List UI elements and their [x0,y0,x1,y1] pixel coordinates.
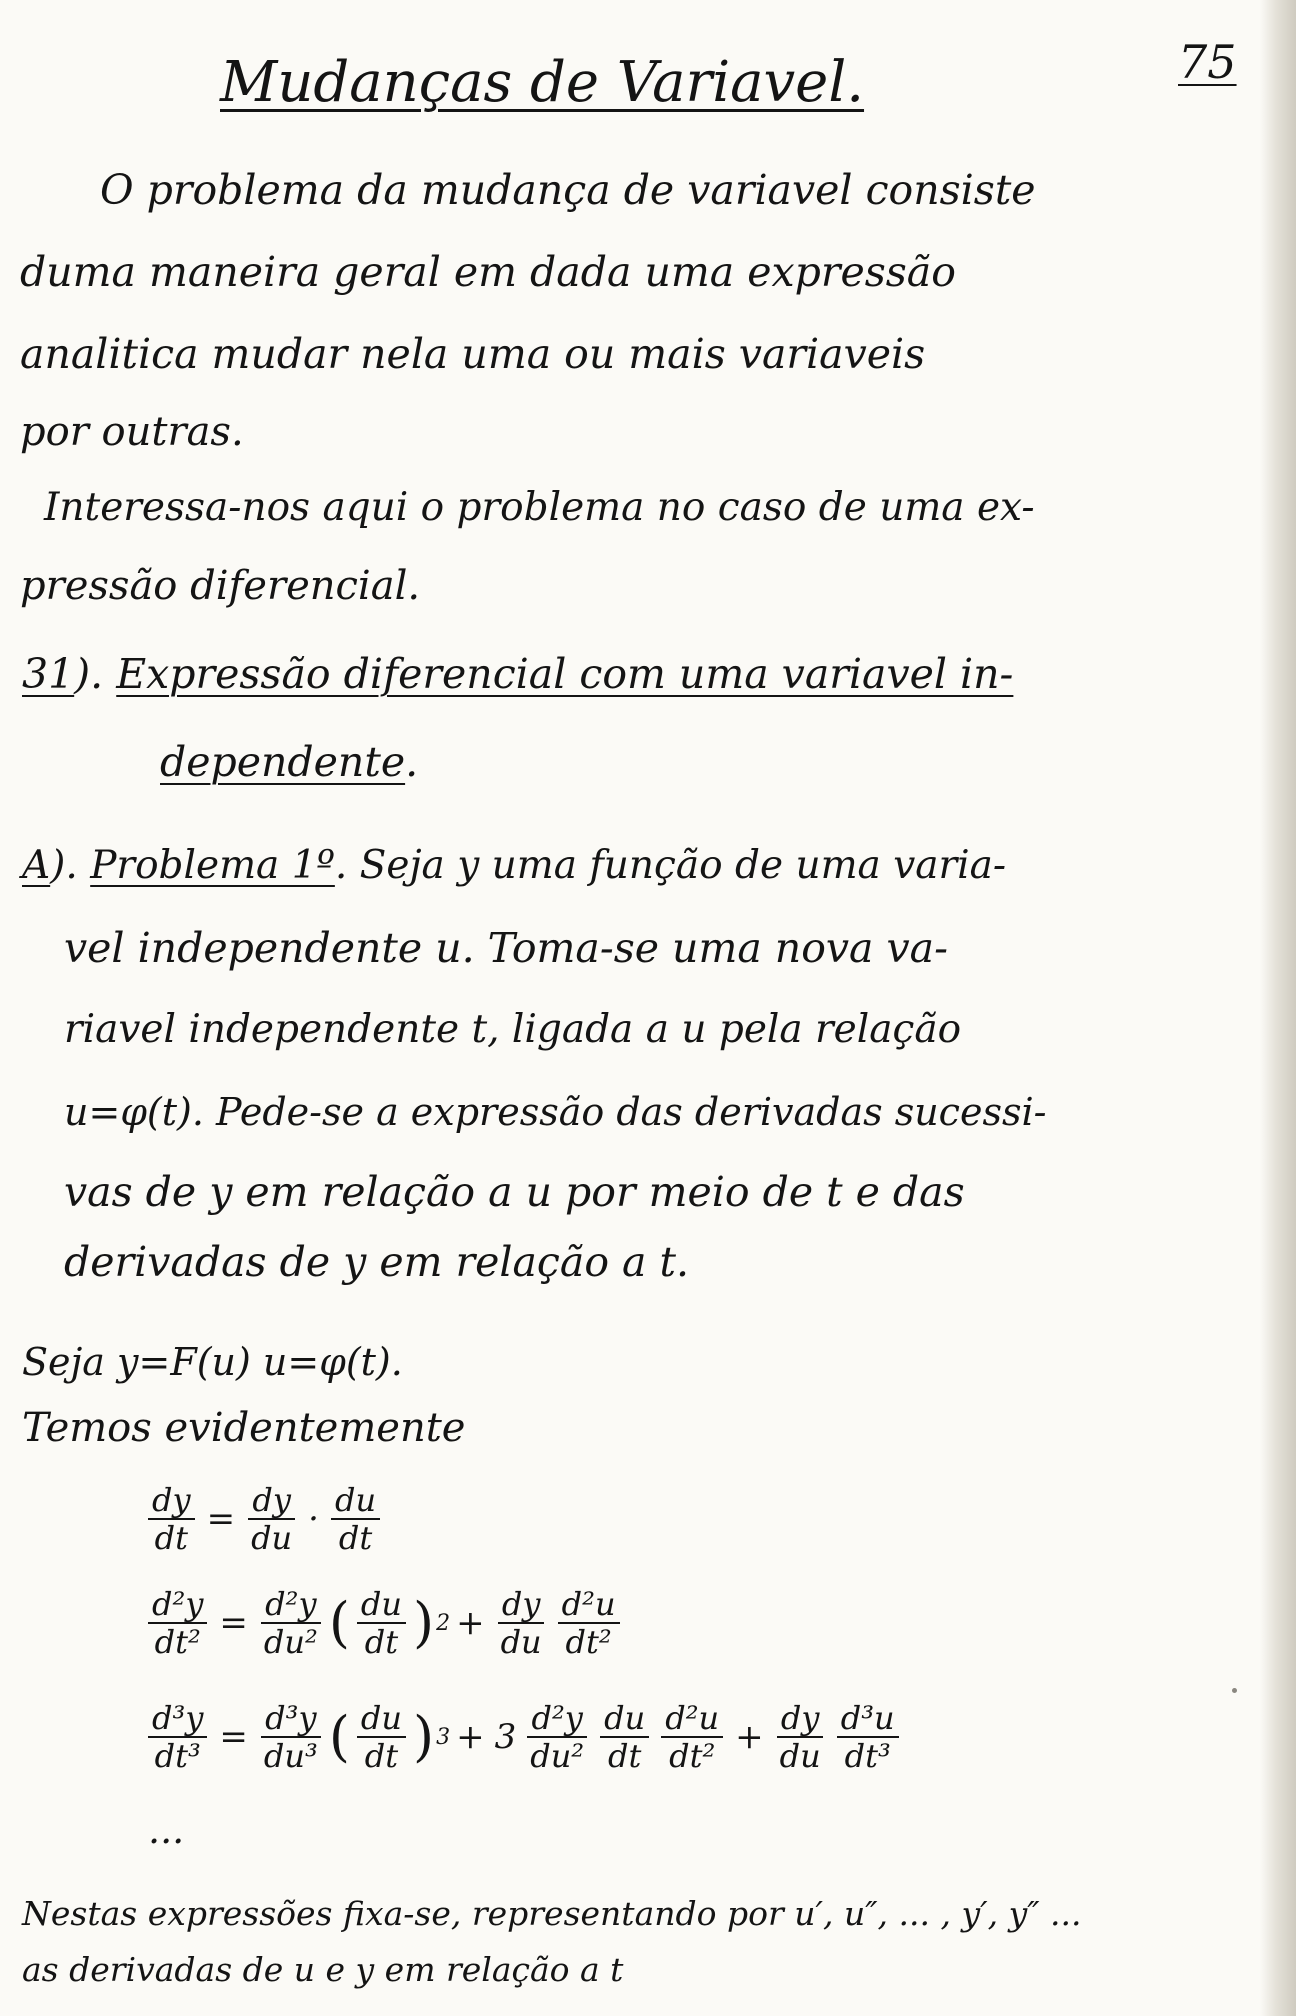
eq3-term-1: $\frac{\text{d³y}}{\text{du³}}$ [260,1700,322,1774]
setup-line-1: Seja y=F(u) u=φ(t). [22,1340,403,1384]
problem-a-line-2: vel independente u. Toma-se uma nova va- [64,924,948,972]
setup-line-2: Temos evidentemente [22,1405,466,1451]
eq1-dot: · [308,1499,319,1539]
eq1-equals: = [206,1499,236,1539]
eq3-lhs: $\frac{\text{d³y}}{\text{dt³}}$ [148,1700,207,1774]
eq3-term-6: $\frac{\text{d³u}}{\text{dt³}}$ [837,1700,899,1774]
problem-a-label: Problema 1º [90,843,335,888]
closing-line-2: as derivadas de u e y em relação a t [22,1950,624,1989]
eq3-term-2: $\frac{\text{d²y}}{\text{du²}}$ [526,1700,588,1774]
intro-line-4: por outras. [20,409,244,455]
eq3-exponent: 3 [436,1724,451,1750]
eq3-term-5: $\frac{dy}{du}$ [776,1700,825,1774]
problem-a-line-5: vas de y em relação a u por meio de t e das [64,1168,965,1216]
page-number: 75 [1178,35,1237,89]
problem-a-label-dot: . [334,843,360,888]
problem-a-line-4: u=φ(t). Pede-se a expressão das derivadas sucessi- [64,1090,1047,1134]
scan-shadow-edge [1260,0,1296,2016]
eq2-paren-open: ( [328,1591,350,1654]
eq3-paren-open: ( [328,1705,350,1768]
eq2-term-3: $\frac{\text{d²u}}{\text{dt²}}$ [558,1586,620,1660]
interest-line-2: pressão diferencial. [20,563,421,609]
eq2-lhs: $\frac{\text{d²y}}{\text{dt²}}$ [148,1586,207,1660]
section-31-paren: ). [74,650,117,698]
eq1-term-1: $\frac{dy}{du}$ [247,1482,296,1556]
section-31-heading [22,650,1013,698]
eq3-coefficient: 3 [494,1717,517,1757]
equation-first-derivative [142,1482,386,1556]
equation-second-derivative [142,1586,626,1660]
eq2-equals: = [219,1603,248,1643]
eq3-plus-2: + [735,1717,764,1757]
scan-speck [1232,1688,1237,1693]
section-31-heading-cont: dependente [160,738,406,786]
page-title: Mudanças de Variavel. [220,50,865,115]
interest-line-1: Interessa-nos aqui o problema no caso de uma ex- [44,485,1035,530]
section-31-heading-line-2 [160,738,418,786]
section-31-period: . [405,738,419,786]
equation-third-derivative [142,1700,905,1774]
section-31-heading-text: Expressão diferencial com uma variavel in- [116,650,1014,698]
eq1-lhs: $\frac{dy}{dt}$ [148,1482,195,1556]
problem-a-marker: A [22,843,51,888]
eq3-plus-1: + [456,1717,485,1757]
eq3-equals: = [219,1717,248,1757]
eq3-paren-close: ) [412,1705,435,1768]
eq1-term-2: $\frac{du}{dt}$ [331,1482,380,1556]
eq3-term-3: $\frac{du}{dt}$ [600,1700,649,1774]
eq3-term-4: $\frac{\text{d²u}}{\text{dt²}}$ [661,1700,723,1774]
intro-line-2: duma maneira geral em dada uma expressão [20,248,956,296]
eq2-term-2: $\frac{dy}{du}$ [497,1586,546,1660]
problem-a-paren: ). [50,843,91,888]
intro-line-3: analitica mudar nela uma ou mais variaveis [20,330,926,378]
eq2-plus: + [456,1603,485,1643]
eq2-term-1: $\frac{\text{d²y}}{\text{du²}}$ [260,1586,322,1660]
section-31-number: 31 [22,650,75,698]
equations-ellipsis: ... [148,1808,185,1852]
intro-line-1: O problema da mudança de variavel consiste [100,166,1036,214]
problem-a-line-1 [22,842,1006,890]
problem-a-line-3: riavel independente t, ligada a u pela relação [64,1007,962,1052]
eq2-paren-close: ) [412,1591,435,1654]
eq3-paren-frac: $\frac{du}{dt}$ [357,1700,406,1774]
closing-line-1: Nestas expressões fixa-se, representando por u′, u″, ... , y′, y″ ... [22,1894,1082,1933]
eq2-exponent: 2 [436,1610,451,1636]
problem-a-line-6: derivadas de y em relação a t. [64,1238,690,1286]
eq2-paren-frac: $\frac{du}{dt}$ [357,1586,406,1660]
problem-a-line-1-rest: Seja y uma função de uma varia- [359,843,1007,888]
